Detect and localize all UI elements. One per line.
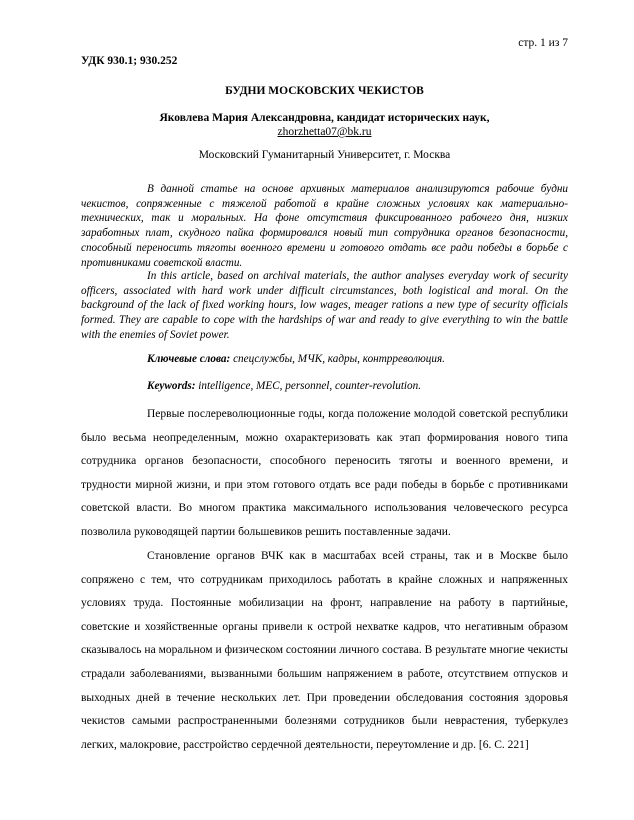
keywords-english-value: intelligence, MEC, personnel, counter-revolution.	[195, 380, 422, 392]
abstract-russian: В данной статье на основе архивных материалов анализируются рабочие будни чекистов, сопряженные с тяжелой работой в крайне сложных условиях как материально-технических, так и моральных. На фоне отсутствия фиксированного рабочего дня, низких заработных плат, скудного пайка формировался новый тип сотрудника органов безопасности, способный переносить тяготы военного времени и готового отдать все ради победы в борьбе с противниками советской власти.	[81, 183, 568, 269]
article-title: БУДНИ МОСКОВСКИХ ЧЕКИСТОВ	[225, 85, 424, 97]
author-block	[81, 111, 568, 139]
abstract-english: In this article, based on archival materials, the author analyses everyday work of security officers, associated with hard work under difficult circumstances, both logistical and moral. On the background of the lack of fixed working hours, low wages, meager rations a new type of security officials formed. They are capable to cope with the hardships of war and ready to give everything to win the battle with the enemies of Soviet power.	[81, 270, 568, 341]
keywords-russian	[81, 353, 568, 365]
body-paragraph-2: Становление органов ВЧК как в масштабах всей страны, так и в Москве было сопряжено с тем, что сотрудникам приходилось работать в крайне сложных и напряженных условиях труда. Постоянные мобилизации на фронт, направление на работу в партийные, советские и хозяйственные органы привели к острой нехватке кадров, что негативным образом сказывалось на моральном и физическом состоянии личного состава. В результате многие чекисты страдали заболеваниями, вызванными большим напряжением в работе, отсутствием отпусков и выходных дней в течение нескольких лет. При проведении обследования состояния здоровья чекистов самыми распространенными болезнями сотрудников были неврастения, туберкулез легких, малокровие, расстройство сердечной деятельности, переутомление и др. [6. С. 221]	[81, 550, 568, 751]
page-number: стр. 1 из 7	[518, 37, 568, 49]
author-email-link[interactable]: zhorzhetta07@bk.ru	[277, 126, 372, 138]
keywords-russian-label: Ключевые слова:	[147, 353, 231, 365]
keywords-english-label: Keywords:	[147, 380, 196, 392]
keywords-english	[81, 380, 568, 392]
affiliation: Московский Гуманитарный Университет, г. Москва	[198, 149, 451, 161]
author-name: Яковлева Мария Александровна, кандидат исторических наук,	[159, 112, 490, 124]
udk-code: УДК 930.1; 930.252	[81, 55, 178, 67]
keywords-russian-value: спецслужбы, МЧК, кадры, контрреволюция.	[230, 353, 445, 365]
body-paragraph-1: Первые послереволюционные годы, когда положение молодой советской республики было весьма неопределенным, можно охарактеризовать как этап формирования нового типа сотрудника органов безопасности, способного переносить тяготы и военного времени, и трудности мирной жизни, и при этом готового отдать все ради победы в борьбе с противниками советской власти. Во многом практика максимального использования человеческого ресурса позволила руководящей партии большевиков решить поставленные задачи.	[81, 408, 568, 538]
